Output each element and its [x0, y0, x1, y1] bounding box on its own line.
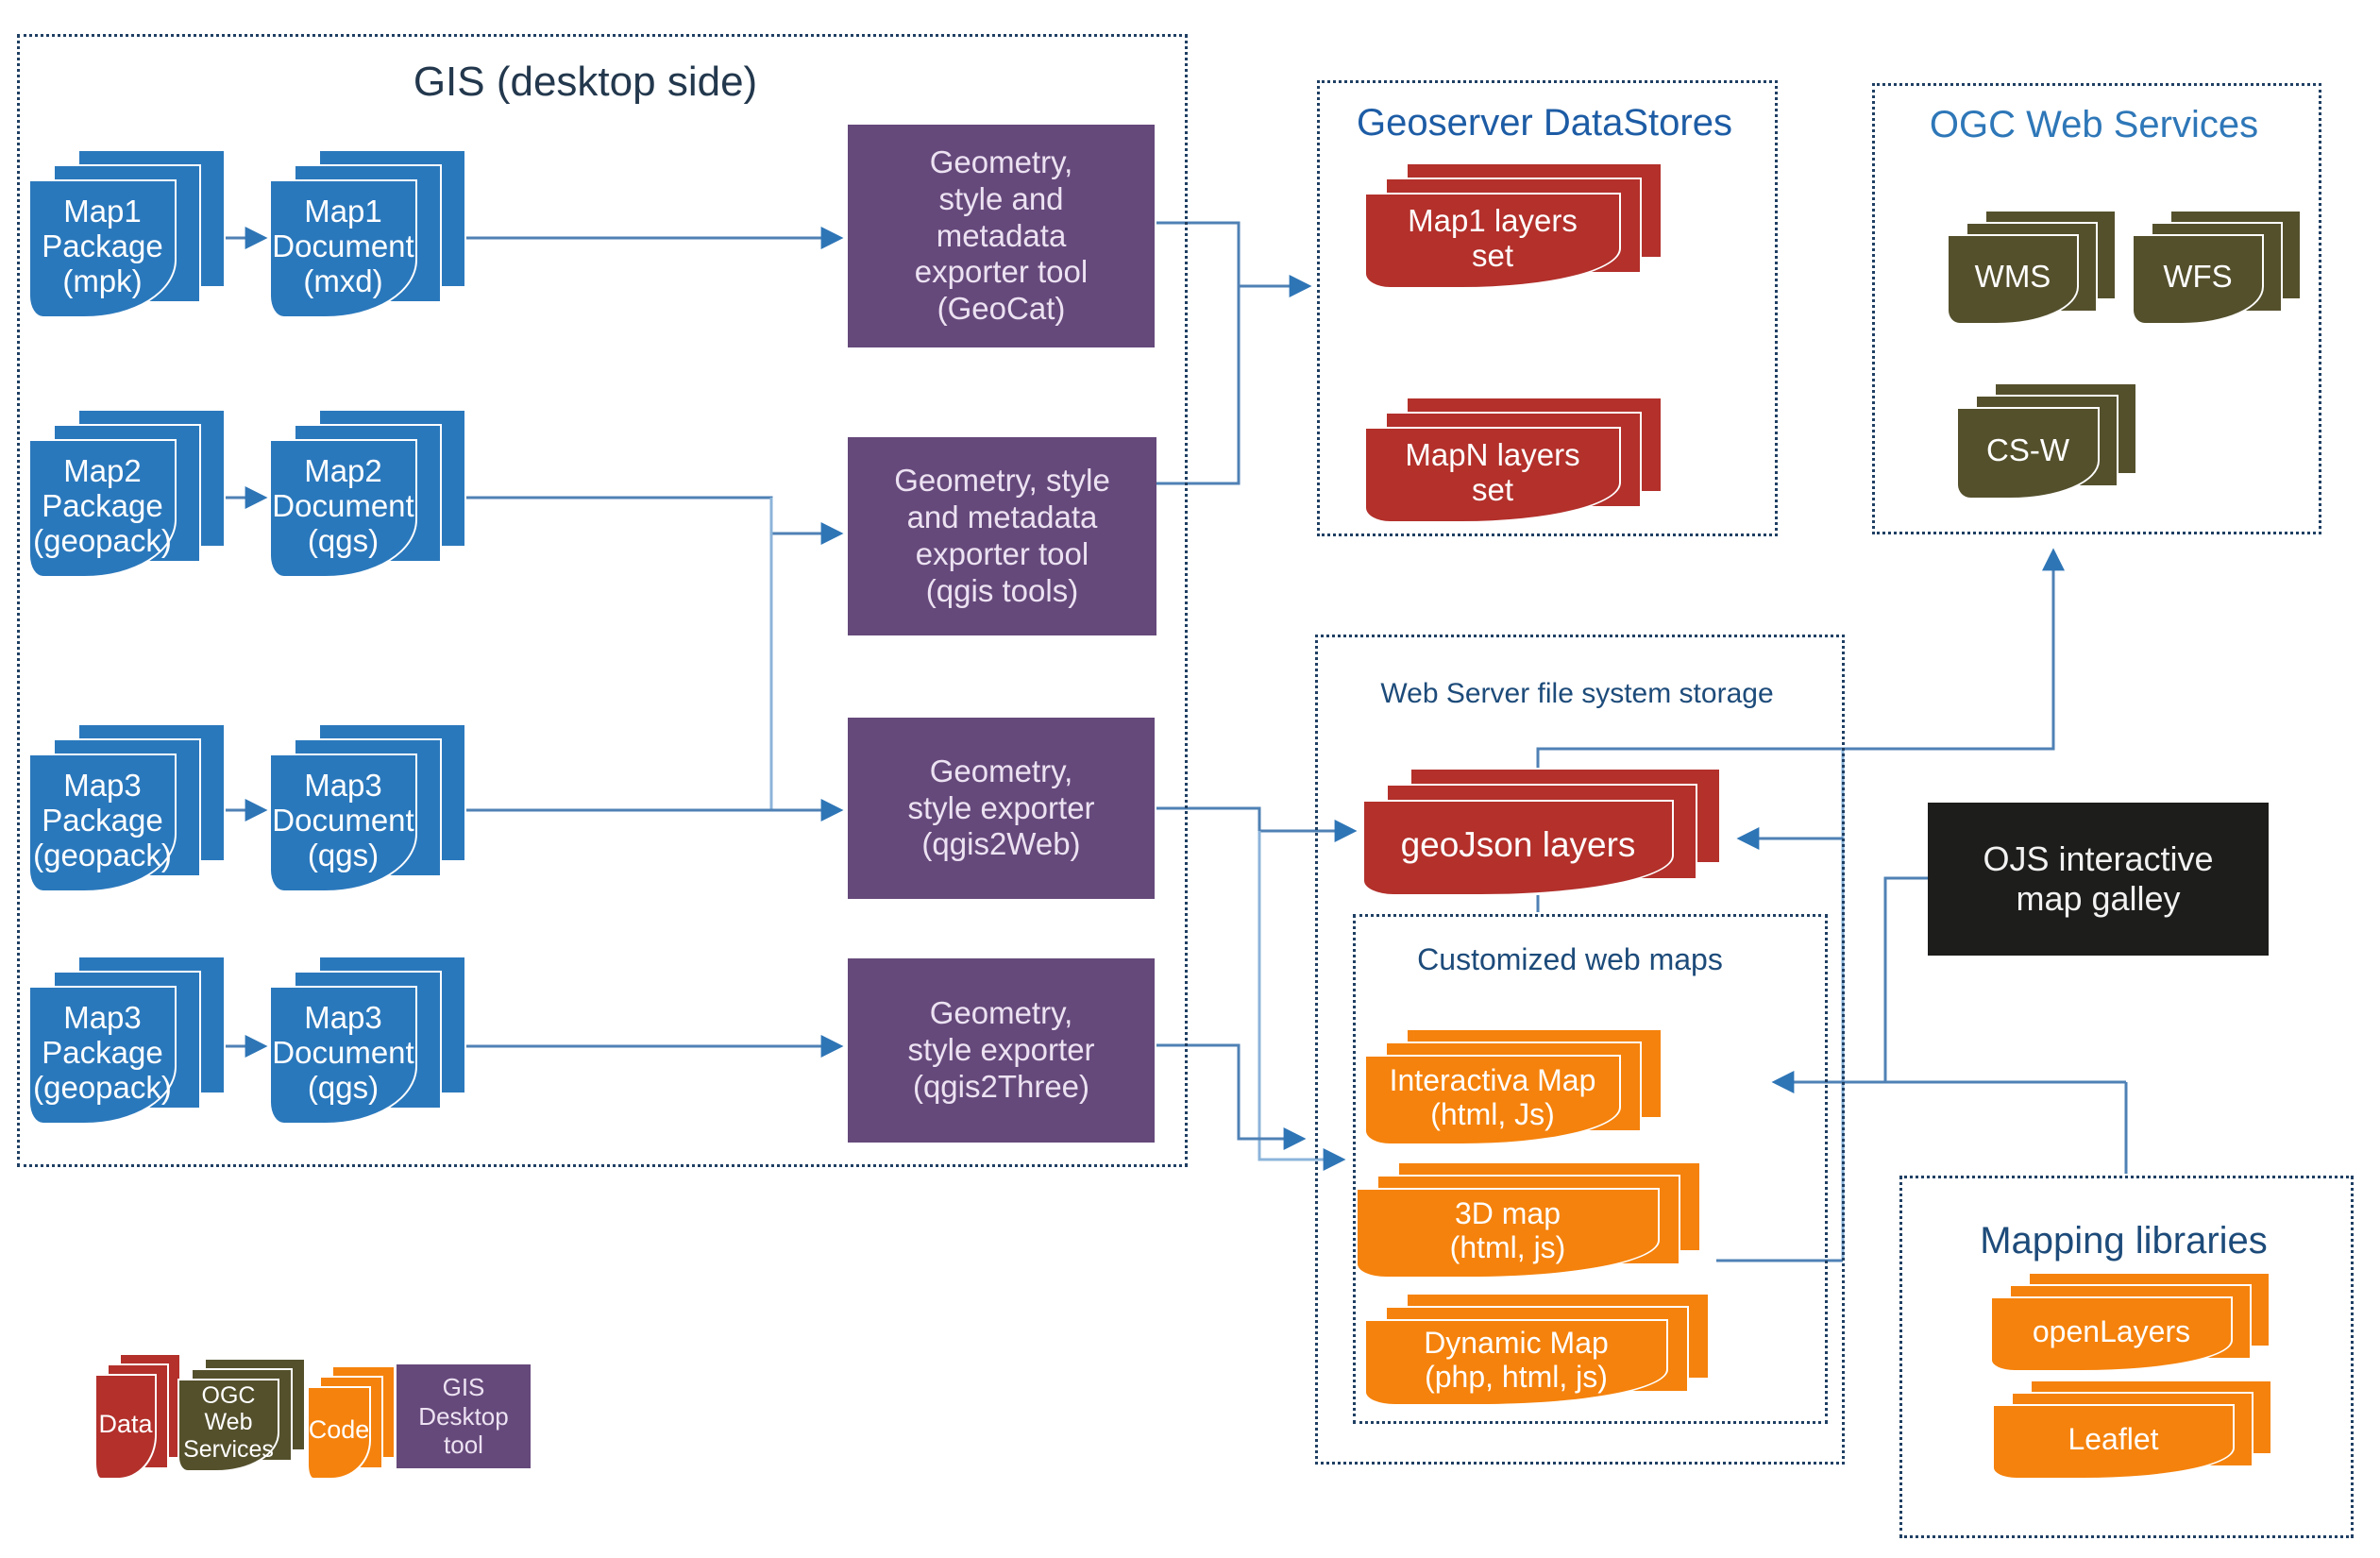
exporter-label: Geometry, style exporter (qgis2Three)	[907, 995, 1095, 1104]
exporter-qgis2web	[848, 718, 1155, 899]
stack-front-page	[269, 986, 417, 1125]
stack-front-page	[28, 986, 177, 1125]
stack-front-page	[269, 439, 417, 578]
legend-gis-desktop-tool-box	[397, 1364, 531, 1468]
stack-front-page	[1956, 407, 2100, 500]
exporter-geocat	[848, 125, 1155, 347]
stack-front-page	[177, 1379, 279, 1472]
stack-front-page	[1362, 800, 1674, 896]
stack-front-page	[94, 1374, 157, 1480]
stack-label: Interactiva Map (html, Js)	[1389, 1062, 1596, 1131]
stack-front-page	[1992, 1404, 2235, 1480]
stack-label: WFS	[2163, 259, 2233, 295]
ojs-interactive-map-gallery-box	[1928, 803, 2269, 956]
exporter-qgis-tools	[848, 437, 1156, 635]
stack-front-page	[28, 179, 177, 318]
stack-label: 3D map (html, js)	[1449, 1195, 1566, 1264]
stack-label: Map1 Package (mpk)	[42, 193, 163, 299]
stack-label: Map3 Package (geopack)	[33, 767, 172, 873]
stack-front-page	[1990, 1296, 2233, 1372]
exporter-label: Geometry, style and metadata exporter tool (GeoCat)	[914, 144, 1089, 327]
stack-label: Map1 layers set	[1408, 202, 1578, 273]
stack-front-page	[269, 179, 417, 318]
legend-data-label: Data	[98, 1409, 153, 1438]
stack-label: geoJson layers	[1400, 825, 1636, 865]
customized-web-maps-title: Customized web maps	[1417, 942, 1723, 976]
stack-front-page	[2132, 234, 2264, 325]
web-server-storage-title: Web Server file system storage	[1380, 678, 1774, 709]
stack-front-page	[269, 754, 417, 892]
stack-label: Map3 Document (qgs)	[272, 999, 414, 1106]
stack-label: Map3 Package (geopack)	[33, 999, 172, 1106]
stack-front-page	[28, 439, 177, 578]
ojs-label: OJS interactive map galley	[1983, 838, 2214, 918]
stack-front-page	[28, 754, 177, 892]
stack-label: Dynamic Map (php, html, js)	[1424, 1325, 1609, 1394]
stack-front-page	[1356, 1188, 1660, 1279]
stack-front-page	[1947, 234, 2079, 325]
exporter-label: Geometry, style exporter (qgis2Web)	[907, 753, 1095, 862]
stack-front-page	[1364, 1055, 1621, 1145]
stack-front-page	[1364, 193, 1621, 289]
exporter-qgis2three	[848, 958, 1155, 1143]
stack-label: MapN layers set	[1405, 436, 1580, 507]
gis-desktop-title: GIS (desktop side)	[413, 59, 758, 105]
ogc-web-services-title: OGC Web Services	[1929, 104, 2259, 145]
exporter-label: Geometry, style and metadata exporter tool (qgis tools)	[894, 463, 1110, 608]
stack-label: WMS	[1974, 259, 2051, 295]
legend-tool-label: GIS Desktop tool	[418, 1372, 509, 1460]
legend-code-label: Code	[308, 1415, 370, 1445]
stack-front-page	[1364, 427, 1621, 523]
stack-label: openLayers	[2032, 1313, 2191, 1348]
stack-label: Leaflet	[2068, 1421, 2159, 1456]
stack-label: Map2 Package (geopack)	[33, 452, 172, 559]
stack-front-page	[307, 1386, 371, 1480]
legend-ogc-label: OGC Web Services	[183, 1382, 274, 1463]
mapping-libraries-title: Mapping libraries	[1980, 1220, 2268, 1262]
line-ojs-out	[1885, 878, 1928, 1082]
geoserver-datastores-title: Geoserver DataStores	[1357, 102, 1732, 144]
stack-label: Map1 Document (mxd)	[272, 193, 414, 299]
stack-label: CS-W	[1986, 432, 2069, 468]
stack-label: Map2 Document (qgs)	[272, 452, 414, 559]
stack-label: Map3 Document (qgs)	[272, 767, 414, 873]
stack-front-page	[1364, 1319, 1668, 1406]
